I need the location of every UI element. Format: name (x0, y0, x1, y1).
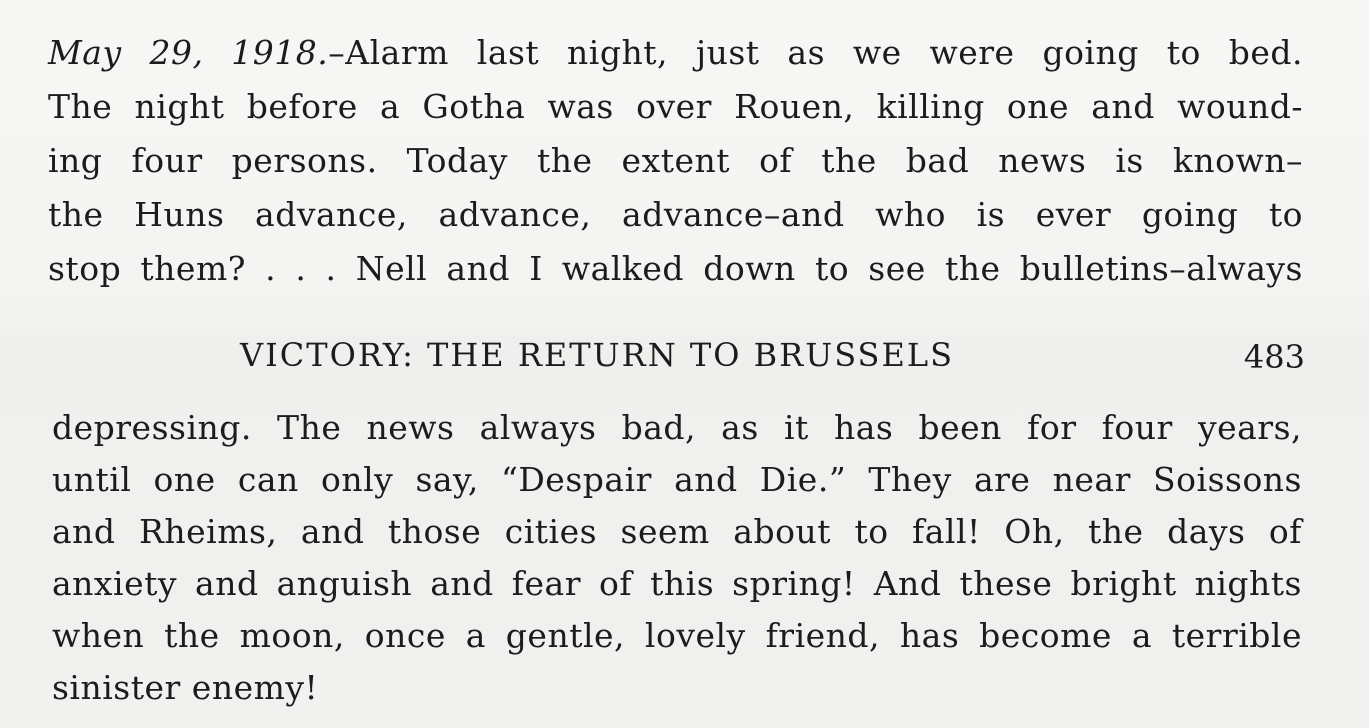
text-line-1 (48, 26, 1303, 80)
running-head-row (240, 336, 1305, 386)
text-line-9: anxiety and anguish and fear of this spring! And these bright nights (52, 564, 1302, 603)
text-line-4: the Huns advance, advance, advance–and who is ever going to (48, 195, 1303, 234)
text-line-3: ing four persons. Today the extent of the bad news is known– (48, 141, 1303, 180)
text-line-2: The night before a Gotha was over Rouen, killing one and wound- (48, 87, 1303, 126)
entry-first-line: –Alarm last night, just as we were going to bed. (328, 33, 1303, 72)
text-line-8: and Rheims, and those cities seem about to fall! Oh, the days of (52, 512, 1302, 551)
text-line-5: stop them? . . . Nell and I walked down to see the bulletins–always (48, 249, 1303, 288)
text-line-11: sinister enemy! (52, 668, 319, 707)
entry-date: May 29, 1918. (48, 33, 329, 72)
text-line-7: until one can only say, “Despair and Die.” They are near Soissons (52, 460, 1302, 499)
running-head-title: VICTORY: THE RETURN TO BRUSSELS (240, 336, 954, 374)
bottom-paragraph (52, 402, 1302, 714)
text-line-10: when the moon, once a gentle, lovely friend, has become a terrible (52, 616, 1302, 655)
text-line-6: depressing. The news always bad, as it has been for four years, (52, 408, 1302, 447)
top-paragraph (48, 26, 1303, 296)
page-number: 483 (1243, 338, 1305, 376)
